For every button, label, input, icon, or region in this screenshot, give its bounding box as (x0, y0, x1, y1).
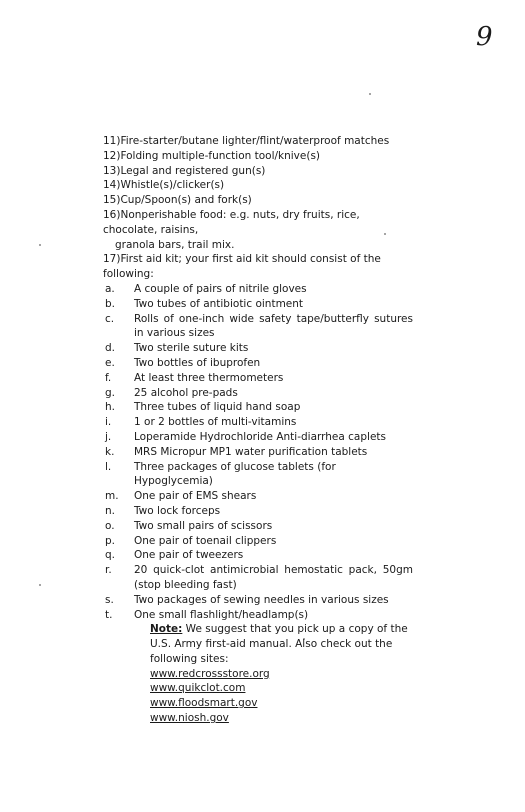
scan-speck (39, 244, 41, 246)
scan-speck (369, 93, 371, 95)
sub-item: k. MRS Micropur MP1 water purification tablets (105, 445, 368, 458)
list-item: 15)Cup/Spoon(s) and fork(s) (103, 194, 252, 207)
sub-item: f. At least three thermometers (105, 371, 284, 384)
list-item: 13)Legal and registered gun(s) (103, 164, 266, 177)
sub-item: g. 25 alcohol pre-pads (105, 386, 238, 399)
list-item: 11)Fire-starter/butane lighter/flint/waterproof matches (103, 135, 390, 147)
sub-item: a. A couple of pairs of nitrile gloves (105, 282, 307, 295)
link-niosh[interactable]: www.niosh.gov (150, 712, 229, 725)
sub-item: q. One pair of tweezers (105, 549, 244, 562)
sub-item: m. One pair of EMS shears (105, 490, 257, 503)
list-item-first-aid: 17)First aid kit; your first aid kit should consist of the following: (103, 253, 381, 281)
sub-item: j. Loperamide Hydrochloride Anti-diarrhea caplets (105, 430, 386, 443)
note-label: Note: (150, 623, 183, 636)
link-redcrossstore[interactable]: www.redcrossstore.org (150, 667, 270, 680)
sub-item: n. Two lock forceps (105, 504, 221, 517)
link-quikclot[interactable]: www.quikclot.com (150, 682, 246, 695)
note-block (103, 622, 413, 726)
scan-speck (39, 584, 41, 586)
sub-item: o. Two small pairs of scissors (105, 519, 273, 532)
list-item-food-continuation: granola bars, trail mix. (115, 238, 235, 251)
sub-item: i. 1 or 2 bottles of multi-vitamins (105, 416, 297, 429)
sub-item: t. One small flashlight/headlamp(s) (105, 608, 309, 621)
list-item-food: 16)Nonperishable food: e.g. nuts, dry fruits, rice, chocolate, raisins, (103, 208, 360, 236)
link-floodsmart[interactable]: www.floodsmart.gov (150, 697, 258, 710)
sub-item: d. Two sterile suture kits (105, 342, 249, 355)
sub-item: r. 20 quick-clot antimicrobial hemostatic pack, 50gm (stop bleeding fast) (105, 564, 413, 591)
list-item: 14)Whistle(s)/clicker(s) (103, 179, 225, 192)
sub-item: c. Rolls of one-inch wide safety tape/butterfly sutures in various sizes (105, 312, 413, 340)
page-number: 9 (476, 22, 493, 52)
sub-item: l. Three packages of glucose tablets (for Hypoglycemia) (105, 460, 336, 488)
sub-item: s. Two packages of sewing needles in various sizes (105, 593, 389, 606)
list-item: 12)Folding multiple-function tool/knive(s) (103, 149, 321, 162)
sub-item: h. Three tubes of liquid hand soap (105, 401, 301, 414)
first-aid-sublist (103, 282, 413, 622)
sub-item: e. Two bottles of ibuprofen (105, 356, 261, 369)
note-text: We suggest that you pick up a copy of the U.S. Army first-aid manual. Also check out the following sites: (150, 623, 408, 665)
document-body (103, 134, 413, 726)
note-paragraph (150, 622, 413, 666)
sub-item: b. Two tubes of antibiotic ointment (105, 297, 304, 310)
sub-item: p. One pair of toenail clippers (105, 534, 277, 547)
